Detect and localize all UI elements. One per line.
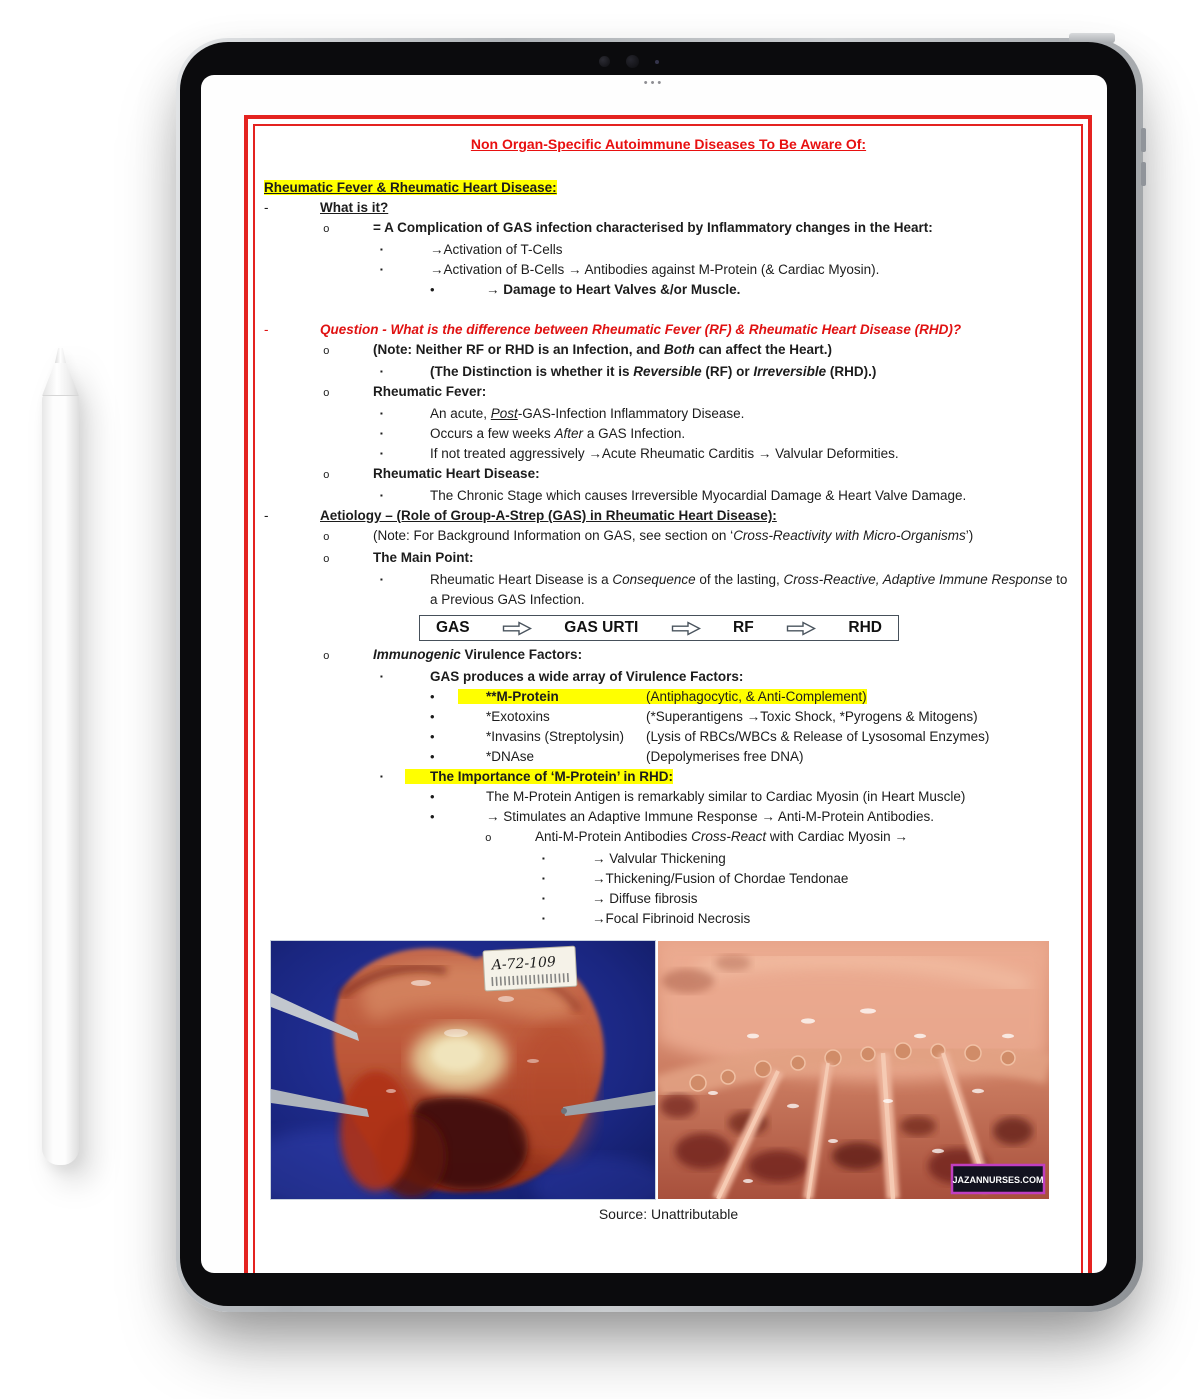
doc-line — [264, 807, 1073, 827]
doc-text: *Invasins (Streptolysin) — [486, 729, 625, 744]
figure-chordae-closeup — [658, 941, 1049, 1199]
bullet-marker: - — [264, 200, 269, 215]
doc-text: Rheumatic Heart Disease is a — [430, 572, 613, 587]
doc-line — [264, 869, 1073, 889]
right-arrow-icon — [502, 621, 532, 636]
doc-line — [264, 645, 1073, 667]
doc-line — [264, 707, 1073, 727]
doc-text: GAS produces a wide array of Virulence Factors: — [430, 669, 744, 684]
doc-text: Rheumatic Heart Disease: — [373, 466, 540, 481]
doc-text: a GAS Infection. — [583, 426, 686, 441]
doc-line — [264, 280, 1073, 300]
doc-text: Aetiology – (Role of Group-A-Strep (GAS) in Rheumatic Heart Disease): — [320, 508, 777, 523]
watermark-badge — [952, 1165, 1044, 1193]
bullet-marker: o — [323, 651, 330, 663]
doc-line — [264, 687, 1073, 707]
bullet-marker: • — [430, 282, 435, 297]
doc-line — [264, 506, 1073, 526]
doc-text: Anti-M-Protein Antibodies — [535, 829, 692, 844]
doc-line — [264, 362, 1073, 382]
doc-text: with Cardiac Myosin → — [766, 829, 908, 844]
doc-text: = A Complication of GAS infection characterised by Inflammatory changes in the Heart: — [373, 220, 933, 235]
bullet-marker: ▪ — [380, 245, 383, 254]
doc-text: Occurs a few weeks — [430, 426, 555, 441]
right-arrow-icon — [786, 621, 816, 636]
doc-text: (*Superantigens →Toxic Shock, *Pyrogens & Mitogens) — [646, 709, 978, 724]
doc-text: The Chronic Stage which causes Irreversible Myocardial Damage & Heart Valve Damage. — [430, 488, 967, 503]
doc-text: →Activation of T-Cells — [430, 242, 563, 257]
bullet-marker: ▪ — [542, 894, 545, 903]
bullet-marker: o — [485, 833, 492, 845]
doc-text: → Damage to Heart Valves &/or Muscle. — [486, 282, 741, 297]
doc-line — [264, 320, 1073, 340]
doc-line — [264, 340, 1073, 362]
pencil-body — [42, 395, 79, 1165]
watermark-text: JAZANNURSES.COM — [952, 1175, 1044, 1185]
doc-text: can affect the Heart.) — [694, 342, 833, 357]
flow-step-rf: RF — [733, 619, 754, 636]
doc-line — [264, 382, 1073, 404]
doc-text: **M-Protein — [486, 689, 559, 704]
doc-line — [264, 827, 1073, 849]
bullet-marker: • — [430, 749, 435, 764]
doc-line — [264, 444, 1073, 464]
ipad-screen — [201, 75, 1107, 1273]
doc-line — [264, 178, 1073, 198]
doc-text: -GAS-Infection Inflammatory Disease. — [517, 406, 745, 421]
doc-line — [264, 727, 1073, 747]
multitask-indicator-icon[interactable]: ••• — [643, 77, 665, 89]
bullet-marker: - — [264, 322, 269, 337]
figure-heart-specimen — [271, 941, 655, 1199]
flow-step-gas: GAS — [436, 619, 470, 636]
doc-text: → Stimulates an Adaptive Immune Response → Anti-M-Protein Antibodies. — [486, 809, 934, 824]
doc-text: After — [554, 426, 584, 441]
doc-text: Rheumatic Fever: — [373, 384, 487, 399]
bullet-marker: ▪ — [542, 854, 545, 863]
bullet-marker: ▪ — [380, 265, 383, 274]
bullet-marker: ▪ — [380, 672, 383, 681]
doc-text: Irreversible — [753, 364, 827, 379]
doc-text: Immunogenic — [373, 647, 461, 662]
page-title: Non Organ-Specific Autoimmune Diseases To Be Aware Of: — [470, 136, 867, 152]
bullet-marker: • — [430, 729, 435, 744]
doc-text: → Valvular Thickening — [592, 851, 726, 866]
doc-text: (Lysis of RBCs/WBCs & Release of Lysosomal Enzymes) — [646, 729, 990, 744]
bullet-marker: o — [323, 532, 330, 544]
doc-text: The M-Protein Antigen is remarkably similar to Cardiac Myosin (in Heart Muscle) — [486, 789, 966, 804]
doc-text: Both — [664, 342, 695, 357]
doc-text: Rheumatic Fever & Rheumatic Heart Disease: — [264, 180, 557, 195]
doc-text: Post — [490, 406, 518, 421]
doc-text: (Depolymerises free DNA) — [646, 749, 804, 764]
doc-line — [264, 889, 1073, 909]
volume-down-button[interactable] — [1141, 162, 1146, 186]
bullet-marker: • — [430, 809, 435, 824]
doc-text: Cross-React — [691, 829, 767, 844]
doc-line — [264, 260, 1073, 280]
doc-text: Cross-Reactive, Adaptive Immune Response — [783, 572, 1053, 587]
doc-text: →Thickening/Fusion of Chordae Tendonae — [592, 871, 849, 886]
doc-line — [264, 849, 1073, 869]
doc-line — [264, 548, 1073, 570]
bullet-marker: • — [430, 689, 435, 704]
doc-text: to a Previous GAS Infection. — [430, 572, 1068, 607]
doc-text: What is it? — [320, 200, 389, 215]
doc-line — [264, 464, 1073, 486]
bullet-marker: o — [323, 388, 330, 400]
doc-text: (Antiphagocytic, & Anti-Complement) — [646, 689, 867, 704]
bullet-marker: o — [323, 470, 330, 482]
bullet-marker: - — [264, 508, 269, 523]
doc-text: An acute, — [430, 406, 491, 421]
bullet-marker: • — [430, 789, 435, 804]
doc-line — [264, 218, 1073, 240]
doc-text: →Focal Fibrinoid Necrosis — [592, 911, 751, 926]
specimen-label: A-72-109 — [491, 954, 557, 974]
doc-text: (Note: Neither RF or RHD is an Infection, and — [373, 342, 665, 357]
bullet-marker: ▪ — [380, 575, 383, 584]
doc-text: ’) — [965, 528, 974, 543]
flow-step-gas-urti: GAS URTI — [564, 619, 639, 636]
doc-line — [264, 570, 1073, 610]
bullet-marker: ▪ — [380, 409, 383, 418]
doc-text: If not treated aggressively →Acute Rheumatic Carditis → Valvular Deformities. — [430, 446, 899, 461]
doc-text: of the lasting, — [695, 572, 784, 587]
doc-text: *DNAse — [486, 749, 535, 764]
doc-line — [264, 747, 1073, 767]
doc-text: → Diffuse fibrosis — [592, 891, 698, 906]
flow-diagram — [419, 615, 899, 641]
doc-text: →Activation of B-Cells → Antibodies against M-Protein (& Cardiac Myosin). — [430, 262, 880, 277]
bullet-marker: ▪ — [380, 429, 383, 438]
doc-line — [264, 526, 1073, 548]
ipad-bezel — [180, 42, 1136, 1306]
bullet-marker: ▪ — [542, 914, 545, 923]
bullet-marker: o — [323, 554, 330, 566]
doc-text: *Exotoxins — [486, 709, 550, 724]
doc-text: The Importance of ‘M-Protein’ in RHD: — [430, 769, 674, 784]
doc-text: Cross-Reactivity with Micro-Organisms — [733, 528, 966, 543]
doc-text: (The Distinction is whether it is — [430, 364, 634, 379]
apple-pencil — [42, 348, 79, 1165]
doc-text: (RF) or — [701, 364, 754, 379]
doc-text: (RHD).) — [826, 364, 877, 379]
figures-row — [271, 941, 1073, 1199]
doc-line — [264, 909, 1073, 929]
doc-line — [264, 424, 1073, 444]
volume-up-button[interactable] — [1141, 128, 1146, 152]
pencil-tip — [55, 348, 67, 365]
bullet-marker: ▪ — [380, 491, 383, 500]
doc-text: Question - What is the difference between Rheumatic Fever (RF) & Rheumatic Heart Disease (RHD)? — [320, 322, 962, 337]
bullet-marker: o — [323, 346, 330, 358]
document-body — [264, 178, 1073, 929]
doc-line — [264, 767, 1073, 787]
bullet-marker: ▪ — [380, 772, 383, 781]
doc-line — [264, 404, 1073, 424]
flow-step-rhd: RHD — [848, 619, 882, 636]
doc-line — [264, 667, 1073, 687]
right-arrow-icon — [671, 621, 701, 636]
bullet-marker: ▪ — [380, 449, 383, 458]
doc-text: Reversible — [633, 364, 702, 379]
doc-text: The Main Point: — [373, 550, 474, 565]
doc-line — [264, 486, 1073, 506]
doc-text: Consequence — [612, 572, 696, 587]
ipad-device — [176, 38, 1143, 1312]
figure-caption: Source: Unattributable — [598, 1206, 739, 1222]
bullet-marker: ▪ — [380, 367, 383, 376]
document-border — [253, 124, 1083, 1273]
doc-line — [264, 198, 1073, 218]
specimen-label-tag — [483, 946, 577, 991]
pencil-cone — [42, 363, 79, 396]
bullet-marker: • — [430, 709, 435, 724]
doc-line — [264, 787, 1073, 807]
doc-text: Virulence Factors: — [460, 647, 583, 662]
doc-text: (Note: For Background Information on GAS, see section on ‘ — [373, 528, 734, 543]
document-page — [244, 115, 1092, 1273]
doc-line — [264, 240, 1073, 260]
bullet-marker: o — [323, 224, 330, 236]
front-camera-icon — [599, 55, 659, 68]
bullet-marker: ▪ — [542, 874, 545, 883]
